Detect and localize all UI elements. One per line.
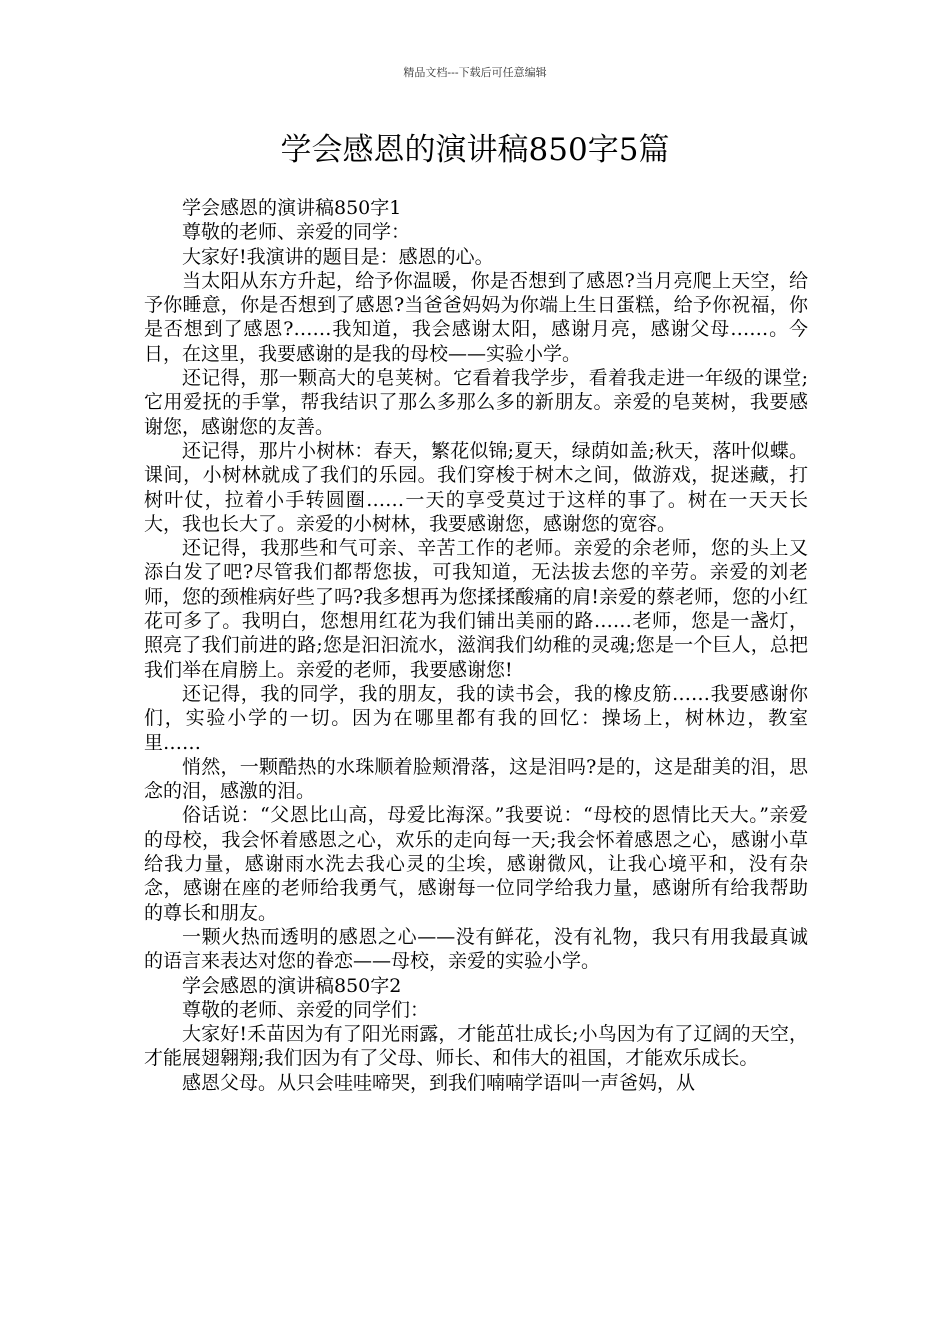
paragraph: 一颗火热而透明的感恩之心——没有鲜花，没有礼物，我只有用我最真诚的语言来表达对您的眷恋——母校，亲爱的实验小学。 xyxy=(144,925,808,973)
paragraph: 感恩父母。从只会哇哇啼哭，到我们喃喃学语叫一声爸妈，从 xyxy=(182,1071,696,1094)
paragraph: 俗话说：“父恩比山高，母爱比海深。”我要说：“母校的恩情比天大。”亲爱的母校，我会怀着感恩之心，欢乐的走向每一天;我会怀着感恩之心，感谢小草给我力量，感谢雨水洗去我心灵的尘埃，感谢微风，让我心境平和，没有杂念，感谢在座的老师给我勇气，感谢每一位同学给我力量，感谢所有给我帮助的尊长和朋友。 xyxy=(144,804,808,924)
paragraph: 还记得，那一颗高大的皂荚树。它看着我学步，看着我走进一年级的课堂;它用爱抚的手掌，帮我结识了那么多那么多的新朋友。亲爱的皂荚树，我要感谢您，感谢您的友善。 xyxy=(144,367,808,438)
paragraph: 还记得，我那些和气可亲、辛苦工作的老师。亲爱的余老师，您的头上又添白发了吧?尽管我们都帮您拔，可我知道，无法拔去您的辛劳。亲爱的刘老师，您的颈椎病好些了吗?我多想再为您揉揉酸痛的肩!亲爱的蔡老师，您的小红花可多了。我明白，您想用红花为我们铺出美丽的路……老师，您是一盏灯，照亮了我们前进的路;您是汩汩流水，滋润我们幼稚的灵魂;您是一个巨人，总把我们举在肩膀上。亲爱的老师，我要感谢您! xyxy=(144,537,808,681)
document-body xyxy=(144,196,808,1095)
paragraph: 还记得，我的同学，我的朋友，我的读书会，我的橡皮筋……我要感谢你们，实验小学的一切。因为在哪里都有我的回忆：操场上，树林边，教室里…… xyxy=(144,682,808,754)
section-heading: 学会感恩的演讲稿850字1 xyxy=(182,197,402,219)
paragraph: 当太阳从东方升起，给予你温暖，你是否想到了感恩?当月亮爬上天空，给予你睡意，你是否想到了感恩?当爸爸妈妈为你端上生日蛋糕，给予你祝福，你是否想到了感恩?……我知道，我会感谢太阳，感谢月亮，感谢父母……。今日，在这里，我要感谢的是我的母校——实验小学。 xyxy=(144,269,808,365)
paragraph: 还记得，那片小树林：春天，繁花似锦;夏天，绿荫如盖;秋天，落叶似蝶。课间，小树林就成了我们的乐园。我们穿梭于树木之间，做游戏，捉迷藏，打树叶仗，拉着小手转圆圈……一天的享受莫过于这样的事了。树在一天天长大，我也长大了。亲爱的小树林，我要感谢您，感谢您的宽容。 xyxy=(144,439,808,535)
header-note: 精品文档---下载后可任意编辑 xyxy=(403,66,547,79)
paragraph: 大家好!我演讲的题目是：感恩的心。 xyxy=(182,245,494,268)
document-title: 学会感恩的演讲稿850字5篇 xyxy=(280,132,670,168)
salutation: 尊敬的老师、亲爱的同学们： xyxy=(182,998,430,1021)
salutation: 尊敬的老师、亲爱的同学： xyxy=(182,221,411,244)
paragraph: 悄然，一颗酷热的水珠顺着脸颊滑落，这是泪吗?是的，这是甜美的泪，思念的泪，感激的泪。 xyxy=(144,755,808,803)
paragraph: 大家好!禾苗因为有了阳光雨露，才能茁壮成长;小鸟因为有了辽阔的天空，才能展翅翱翔;我们因为有了父母、师长、和伟大的祖国，才能欢乐成长。 xyxy=(144,1023,808,1070)
section-heading: 学会感恩的演讲稿850字2 xyxy=(182,974,402,997)
